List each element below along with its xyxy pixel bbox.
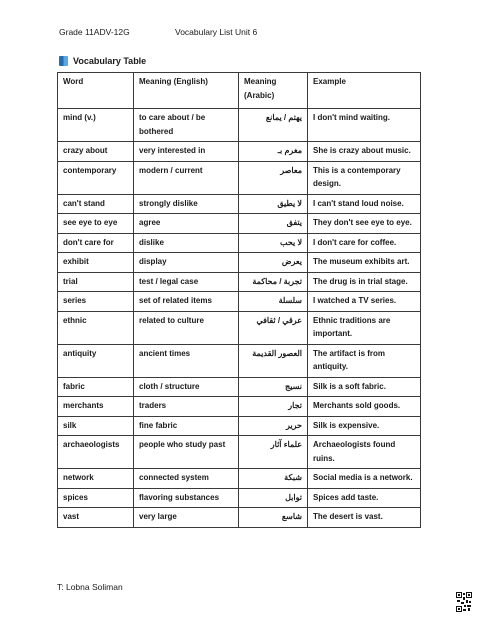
cell-word: vast [58, 508, 134, 528]
cell-meaning-arabic: مغرم بـ [239, 142, 308, 162]
cell-meaning-english: very interested in [134, 142, 239, 162]
table-row [58, 344, 421, 377]
cell-word: archaeologists [58, 436, 134, 469]
cell-example: Silk is expensive. [308, 416, 421, 436]
column-header-example: Example [308, 73, 421, 109]
cell-example: Silk is a soft fabric. [308, 377, 421, 397]
cell-meaning-arabic: حرير [239, 416, 308, 436]
cell-meaning-english: strongly dislike [134, 194, 239, 214]
cell-word: can't stand [58, 194, 134, 214]
cell-meaning-arabic: عرقي / ثقافي [239, 311, 308, 344]
cell-word: mind (v.) [58, 109, 134, 142]
table-row [58, 109, 421, 142]
cell-example: The drug is in trial stage. [308, 272, 421, 292]
table-row [58, 508, 421, 528]
cell-meaning-english: very large [134, 508, 239, 528]
qr-code-icon [456, 592, 472, 612]
cell-meaning-arabic: نسيج [239, 377, 308, 397]
cell-example: She is crazy about music. [308, 142, 421, 162]
column-header-meaning-arabic: Meaning (Arabic) [239, 73, 308, 109]
cell-meaning-english: set of related items [134, 292, 239, 312]
cell-example: Archaeologists found ruins. [308, 436, 421, 469]
table-row [58, 469, 421, 489]
cell-example: The desert is vast. [308, 508, 421, 528]
cell-example: Social media is a network. [308, 469, 421, 489]
cell-example: I watched a TV series. [308, 292, 421, 312]
table-row [58, 253, 421, 273]
table-row [58, 488, 421, 508]
table-row [58, 194, 421, 214]
cell-meaning-english: display [134, 253, 239, 273]
cell-meaning-arabic: شبكة [239, 469, 308, 489]
cell-example: I don't care for coffee. [308, 233, 421, 253]
table-row [58, 161, 421, 194]
cell-meaning-english: fine fabric [134, 416, 239, 436]
table-row [58, 436, 421, 469]
cell-word: ethnic [58, 311, 134, 344]
cell-example: Ethnic traditions are important. [308, 311, 421, 344]
cell-example: The museum exhibits art. [308, 253, 421, 273]
cell-word: merchants [58, 397, 134, 417]
cell-meaning-english: connected system [134, 469, 239, 489]
cell-meaning-arabic: معاصر [239, 161, 308, 194]
cell-meaning-arabic: سلسلة [239, 292, 308, 312]
cell-meaning-english: dislike [134, 233, 239, 253]
cell-word: trial [58, 272, 134, 292]
table-header-row [58, 73, 421, 109]
cell-meaning-english: traders [134, 397, 239, 417]
cell-word: fabric [58, 377, 134, 397]
cell-word: see eye to eye [58, 214, 134, 234]
table-row [58, 311, 421, 344]
cell-meaning-arabic: لا يطيق [239, 194, 308, 214]
cell-example: Spices add taste. [308, 488, 421, 508]
cell-word: crazy about [58, 142, 134, 162]
cell-meaning-arabic: لا يحب [239, 233, 308, 253]
cell-word: contemporary [58, 161, 134, 194]
section-heading [59, 56, 146, 66]
cell-word: network [58, 469, 134, 489]
page-header [59, 27, 258, 37]
cell-meaning-english: people who study past [134, 436, 239, 469]
table-row [58, 377, 421, 397]
teacher-name: T: Lobna Soliman [57, 582, 123, 592]
cell-meaning-english: related to culture [134, 311, 239, 344]
cell-example: I don't mind waiting. [308, 109, 421, 142]
vocabulary-table [57, 72, 421, 528]
cell-word: series [58, 292, 134, 312]
table-row [58, 292, 421, 312]
cell-meaning-arabic: شاسع [239, 508, 308, 528]
book-icon [59, 56, 68, 66]
cell-meaning-arabic: يهتم / يمانع [239, 109, 308, 142]
cell-word: don't care for [58, 233, 134, 253]
column-header-meaning-english: Meaning (English) [134, 73, 239, 109]
cell-word: silk [58, 416, 134, 436]
cell-meaning-arabic: تجربة / محاكمة [239, 272, 308, 292]
table-row [58, 214, 421, 234]
cell-meaning-english: ancient times [134, 344, 239, 377]
cell-meaning-arabic: يتفق [239, 214, 308, 234]
cell-example: The artifact is from antiquity. [308, 344, 421, 377]
table-row [58, 416, 421, 436]
cell-example: This is a contemporary design. [308, 161, 421, 194]
unit-title: Vocabulary List Unit 6 [175, 27, 258, 37]
cell-meaning-english: agree [134, 214, 239, 234]
cell-meaning-arabic: العصور القديمة [239, 344, 308, 377]
table-row [58, 397, 421, 417]
cell-meaning-english: flavoring substances [134, 488, 239, 508]
cell-meaning-english: to care about / be bothered [134, 109, 239, 142]
section-title: Vocabulary Table [73, 56, 147, 66]
cell-meaning-english: cloth / structure [134, 377, 239, 397]
cell-example: I can't stand loud noise. [308, 194, 421, 214]
column-header-word: Word [58, 73, 134, 109]
cell-word: antiquity [58, 344, 134, 377]
cell-example: Merchants sold goods. [308, 397, 421, 417]
cell-meaning-english: test / legal case [134, 272, 239, 292]
cell-meaning-arabic: تجار [239, 397, 308, 417]
table-row [58, 233, 421, 253]
grade-label: Grade 11ADV-12G [59, 27, 130, 37]
cell-word: spices [58, 488, 134, 508]
cell-example: They don't see eye to eye. [308, 214, 421, 234]
cell-meaning-english: modern / current [134, 161, 239, 194]
cell-meaning-arabic: يعرض [239, 253, 308, 273]
table-row [58, 142, 421, 162]
cell-meaning-arabic: توابل [239, 488, 308, 508]
cell-meaning-arabic: علماء آثار [239, 436, 308, 469]
table-row [58, 272, 421, 292]
cell-word: exhibit [58, 253, 134, 273]
